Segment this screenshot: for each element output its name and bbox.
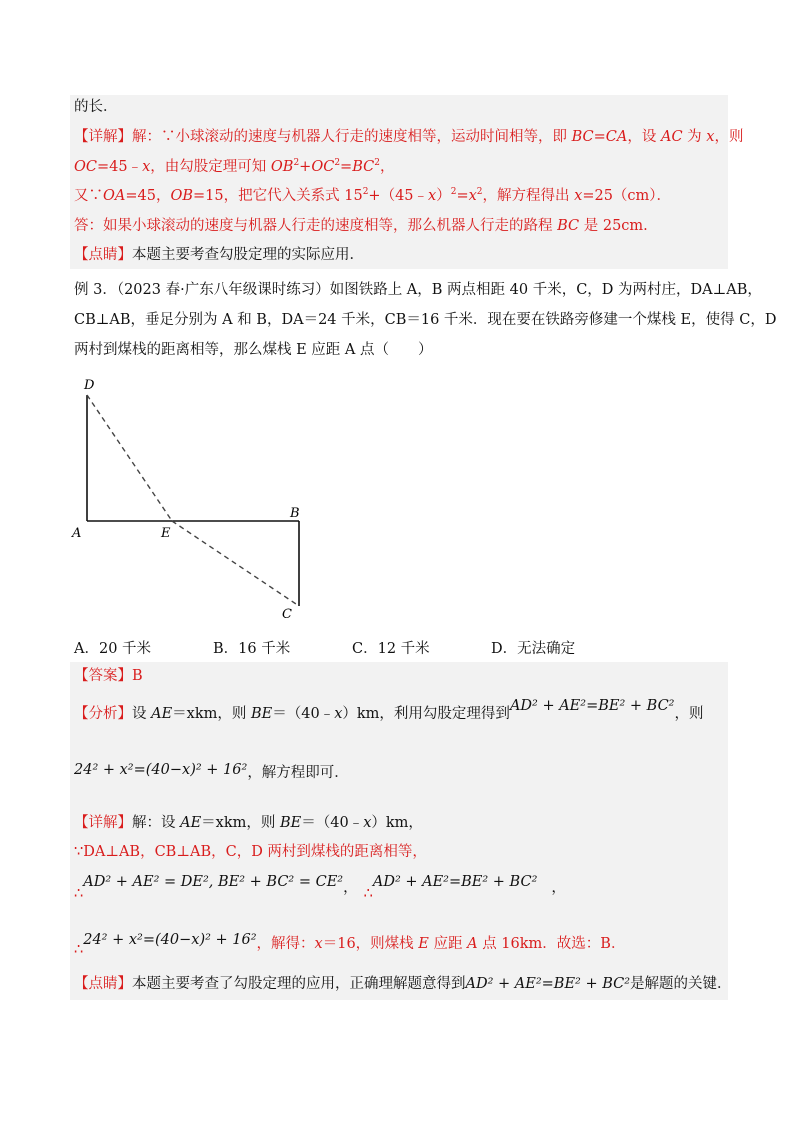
option-c: C．12 千米 — [352, 641, 430, 657]
analysis-equation-1: AD² + AE²=BE² + BC² — [509, 698, 675, 714]
detail-equation-1: AD² + AE² = DE², BE² + BC² = CE² — [83, 874, 344, 890]
option-d: D．无法确定 — [491, 641, 576, 657]
analysis-tag: 【分析】 — [74, 706, 132, 722]
comment-line: 【点睛】本题主要考查了勾股定理的应用，正确理解题意得到AD² + AE²=BE² + BC²是解题的关键． — [74, 976, 732, 992]
detail-line-1: 【详解】解：设 AE＝xkm，则 BE＝（40﹣x）km， — [74, 815, 423, 831]
comment-tag-2: 【点睛】 — [74, 976, 132, 992]
detail-line-2: ∵DA⊥AB，CB⊥AB，C，D 两村到煤栈的距离相等， — [74, 844, 427, 860]
comment-equation: AD² + AE²=BE² + BC² — [465, 976, 631, 992]
previous-solution-block — [70, 95, 728, 269]
prev-line-1: 的长． — [74, 99, 118, 115]
detail-equation-3: 24² + x²=(40−x)² + 16² — [83, 932, 257, 948]
answer-value: B — [132, 668, 143, 684]
comment-tag: 【点睛】 — [74, 247, 132, 263]
therefore-symbol-3: ∴ — [74, 942, 84, 958]
label-B: B — [290, 506, 300, 521]
prev-detail-line-3: 又∵OA=45，OB=15，把它代入关系式 $15^2+(45﹣x)^2=x^2$，解方程得出 x=25（cm）． — [74, 187, 672, 204]
label-A: A — [72, 526, 82, 541]
detail-line-4: ∴24² + x²=(40−x)² + 16²，解得：x＝16，则煤栈 E 应距 A 点 16km．故选：B． — [74, 932, 626, 958]
detail-tag-2: 【详解】 — [74, 815, 132, 831]
geometry-diagram — [60, 365, 320, 625]
example-line-3: 两村到煤栈的距离相等，那么煤栈 E 应距 A 点（ ） — [74, 342, 433, 358]
prev-detail-line-2: OC=45﹣x，由勾股定理可知 $OB^2+OC^2=BC^2$， — [74, 158, 395, 175]
analysis-equation-2: 24² + x²=(40−x)² + 16² — [74, 762, 248, 778]
detail-equation-2: AD² + AE²=BE² + BC² — [372, 874, 538, 890]
option-a: A．20 千米 — [74, 641, 152, 657]
answer-tag: 【答案】 — [74, 668, 132, 684]
label-C: C — [282, 607, 292, 622]
prev-detail-line-1: 【详解】解：∵小球滚动的速度与机器人行走的速度相等，运动时间相等，即 BC=CA，设 AC 为 x，则 — [74, 129, 744, 145]
answer-line — [74, 666, 143, 686]
prev-comment-line: 【点睛】本题主要考查勾股定理的实际应用． — [74, 247, 364, 263]
analysis-line-2: 24² + x²=(40−x)² + 16²，解方程即可． — [74, 762, 349, 781]
example-line-1: 例 3．（2023 春·广东八年级课时练习）如图铁路上 A，B 两点相距 40 千米，C，D 为两村庄，DA⊥AB， — [74, 282, 762, 298]
option-b: B．16 千米 — [213, 641, 291, 657]
label-E: E — [161, 526, 171, 541]
analysis-line-1: 【分析】设 AE＝xkm，则 BE＝（40﹣x）km，利用勾股定理得到AD² + AE²=BE² + BC²，则 — [74, 698, 704, 722]
segment-EC — [172, 521, 299, 606]
example-line-2: CB⊥AB，垂足分别为 A 和 B，DA＝24 千米，CB＝16 千米．现在要在铁路旁修建一个煤栈 E，使得 C，D — [74, 312, 777, 328]
therefore-symbol-2: ∴ — [363, 886, 373, 902]
detail-line-3: ∴AD² + AE² = DE², BE² + BC² = CE²， ∴AD² + AE²=BE² + BC² ， — [74, 874, 566, 902]
prev-answer-line: 答：如果小球滚动的速度与机器人行走的速度相等，那么机器人行走的路程 BC 是 25cm. — [74, 218, 648, 234]
label-D: D — [84, 378, 95, 393]
detail-tag: 【详解】 — [74, 129, 132, 145]
segment-DE — [87, 395, 172, 521]
therefore-symbol: ∴ — [74, 886, 84, 902]
